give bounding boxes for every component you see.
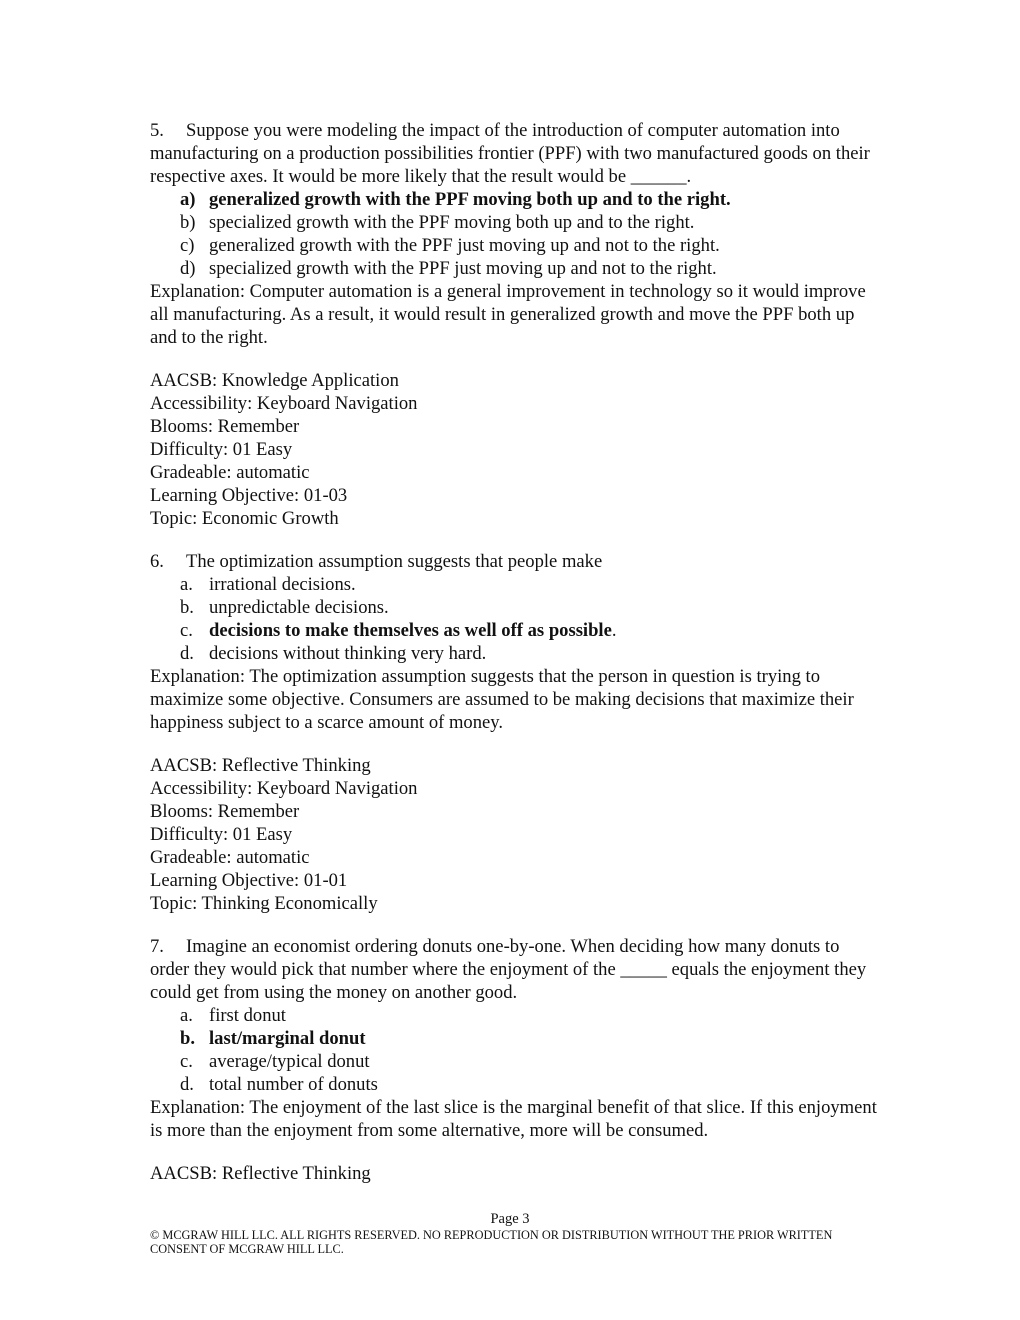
explanation: Explanation: Computer automation is a general improvement in technology so it would improve all manufacturing. As a result, it would result in generalized growth and move the PPF both up and to the right. [150, 281, 866, 348]
answer-option [150, 1050, 880, 1073]
option-text: specialized growth with the PPF moving both up and to the right. [209, 212, 695, 233]
option-label: c) [180, 235, 195, 256]
meta-difficulty: Difficulty: 01 Easy [150, 439, 293, 460]
option-label: c. [180, 620, 193, 641]
page-footer [150, 1211, 870, 1256]
question-metadata [150, 754, 880, 915]
answer-option [150, 1027, 880, 1050]
answer-option [150, 1004, 880, 1027]
option-label: b) [180, 212, 196, 233]
question-7 [150, 935, 880, 1185]
meta-topic: Topic: Thinking Economically [150, 893, 378, 914]
meta-learning-objective: Learning Objective: 01-03 [150, 485, 348, 506]
meta-blooms: Blooms: Remember [150, 416, 300, 437]
meta-accessibility: Accessibility: Keyboard Navigation [150, 393, 418, 414]
page-number: Page 3 [490, 1211, 530, 1227]
question-stem [150, 119, 880, 188]
copyright-notice: © MCGRAW HILL LLC. ALL RIGHTS RESERVED. NO REPRODUCTION OR DISTRIBUTION WITHOUT THE PRIOR WRITTEN CONSENT OF MCGRAW HILL LLC. [150, 1228, 833, 1256]
answer-option [150, 596, 880, 619]
meta-gradeable: Gradeable: automatic [150, 847, 310, 868]
question-text: The optimization assumption suggests that people make [186, 551, 603, 572]
answer-option [150, 1073, 880, 1096]
answer-option [150, 642, 880, 665]
answer-option [150, 211, 880, 234]
meta-topic: Topic: Economic Growth [150, 508, 339, 529]
option-text: specialized growth with the PPF just moving up and not to the right. [209, 258, 717, 279]
meta-accessibility: Accessibility: Keyboard Navigation [150, 778, 418, 799]
option-label: d. [180, 643, 194, 664]
meta-gradeable: Gradeable: automatic [150, 462, 310, 483]
question-5 [150, 119, 880, 530]
option-label: b. [180, 1028, 195, 1049]
option-text: irrational decisions. [209, 574, 356, 595]
option-text: decisions without thinking very hard. [209, 643, 487, 664]
option-label: d. [180, 1074, 194, 1095]
question-number: 7. [150, 936, 164, 957]
document-body [150, 119, 880, 1185]
answer-option [150, 573, 880, 596]
question-number: 6. [150, 551, 164, 572]
option-text: total number of donuts [209, 1074, 378, 1095]
meta-difficulty: Difficulty: 01 Easy [150, 824, 293, 845]
option-label: a. [180, 574, 193, 595]
option-label: c. [180, 1051, 193, 1072]
meta-learning-objective: Learning Objective: 01-01 [150, 870, 348, 891]
option-text: last/marginal donut [209, 1028, 366, 1049]
answer-option [150, 234, 880, 257]
question-stem [150, 550, 880, 573]
option-text: average/typical donut [209, 1051, 370, 1072]
option-text: decisions to make themselves as well off as possible [209, 620, 612, 641]
explanation: Explanation: The optimization assumption suggests that the person in question is trying to maximize some objective. Consumers are assumed to be making decisions that maximize their happiness subject to a scarce amount of money. [150, 666, 854, 733]
option-label: b. [180, 597, 194, 618]
question-number: 5. [150, 120, 164, 141]
meta-aacsb: AACSB: Knowledge Application [150, 370, 399, 391]
question-text: Imagine an economist ordering donuts one-by-one. When deciding how many donuts to order they would pick that number where the enjoyment of the _____ equals the enjoyment they could get from using the money on another good. [150, 936, 867, 1003]
question-metadata [150, 369, 880, 530]
question-stem [150, 935, 880, 1004]
option-text: unpredictable decisions. [209, 597, 389, 618]
meta-aacsb: AACSB: Reflective Thinking [150, 1163, 371, 1184]
option-text: generalized growth with the PPF moving both up and to the right. [209, 189, 731, 210]
explanation: Explanation: The enjoyment of the last slice is the marginal benefit of that slice. If this enjoyment is more than the enjoyment from some alternative, more will be consumed. [150, 1097, 877, 1141]
option-text: first donut [209, 1005, 286, 1026]
option-trailing: . [611, 620, 617, 641]
question-6 [150, 550, 880, 915]
answer-option [150, 257, 880, 280]
option-label: d) [180, 258, 196, 279]
answer-option [150, 619, 880, 642]
answer-option [150, 188, 880, 211]
question-metadata [150, 1162, 880, 1185]
option-label: a) [180, 189, 196, 210]
option-text: generalized growth with the PPF just moving up and not to the right. [209, 235, 720, 256]
question-text: Suppose you were modeling the impact of the introduction of computer automation into manufacturing on a production possibilities frontier (PPF) with two manufactured goods on their respective axes. It would be more likely that the result would be ______. [150, 120, 870, 187]
option-label: a. [180, 1005, 193, 1026]
meta-aacsb: AACSB: Reflective Thinking [150, 755, 371, 776]
meta-blooms: Blooms: Remember [150, 801, 300, 822]
